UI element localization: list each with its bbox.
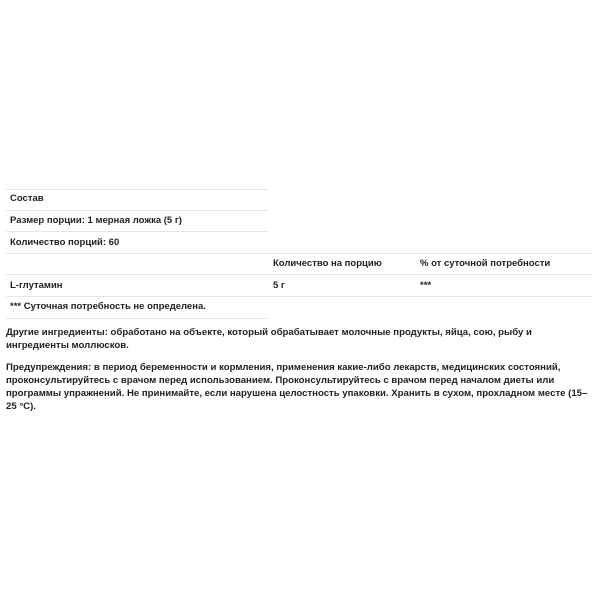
divider	[6, 318, 268, 319]
divider	[6, 210, 268, 211]
warnings: Предупреждения: в период беременности и кормления, применения какие-либо лекарств, медицинских состояний, проконсультируйтесь с врачом перед использованием. Проконсультируйтесь с врачом перед началом диеты или программы упражнений. Не принимайте, если нарушена целостность упаковки. Хранить в сухом, прохладном месте (15–25 °C).	[6, 362, 588, 412]
facts-title: Состав	[10, 193, 44, 204]
divider	[6, 189, 268, 190]
serving-size: Размер порции: 1 мерная ложка (5 г)	[10, 215, 182, 226]
servings-per-container: Количество порций: 60	[10, 237, 120, 248]
column-header-amount: Количество на порцию	[273, 258, 382, 269]
divider	[6, 296, 592, 297]
ingredient-daily-value: ***	[420, 280, 432, 291]
divider	[6, 231, 268, 232]
other-ingredients: Другие ингредиенты: обработано на объекте, который обрабатывает молочные продукты, яйца, сою, рыбу и ингредиенты моллюсков.	[6, 327, 532, 351]
divider	[6, 253, 592, 254]
ingredient-amount: 5 г	[273, 280, 285, 291]
daily-value-footnote: *** Суточная потребность не определена.	[10, 301, 206, 312]
divider	[6, 274, 592, 275]
column-header-daily-value: % от суточной потребности	[420, 258, 551, 269]
ingredient-name: L-глутамин	[10, 280, 63, 291]
